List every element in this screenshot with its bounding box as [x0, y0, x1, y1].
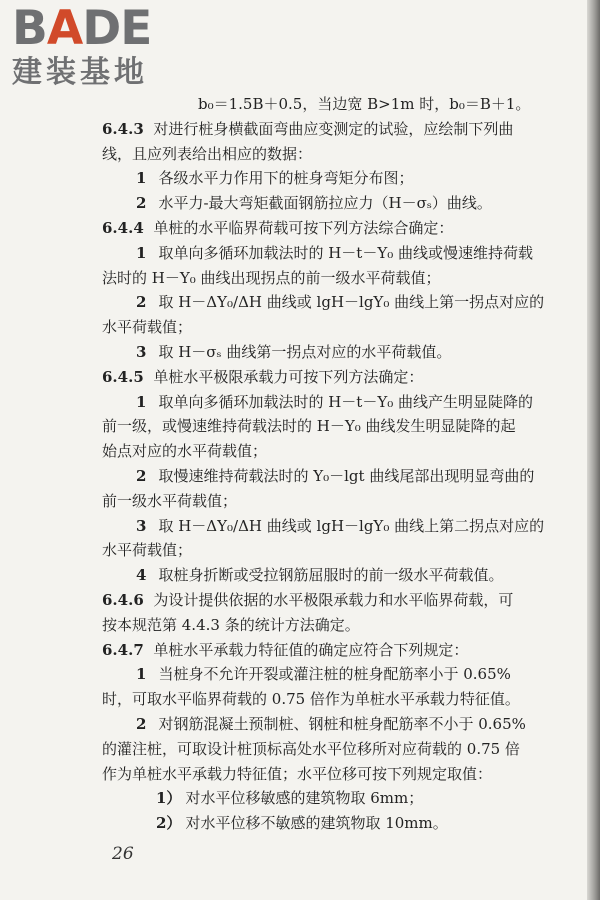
text-line: 水平荷载值；: [102, 541, 193, 560]
text-line: 按本规范第 4.4.3 条的统计方法确定。: [102, 615, 360, 634]
text-line: 线，且应列表给出相应的数据：: [102, 144, 313, 163]
clause-number: 6.4.6: [102, 590, 144, 609]
text-line: 作为单桩水平承载力特征值；水平位移可按下列规定取值：: [102, 764, 493, 783]
logo-wordmark: BADE: [12, 1, 152, 56]
page-edge-shadow: [587, 0, 600, 900]
logo-subtitle: 建装基地: [12, 55, 148, 90]
clause-number: 6.4.7: [102, 640, 144, 659]
text-line: 前一级，或慢速维持荷载法时的 H－Y₀ 曲线发生明显陡降的起: [102, 417, 516, 436]
list-item: 3 取 H－σₛ 曲线第一拐点对应的水平荷载值。: [136, 342, 452, 361]
clause-text: 对进行桩身横截面弯曲应变测定的试验，应绘制下列曲: [153, 119, 514, 138]
clause-6-4-4: [102, 216, 566, 241]
text-line: 法时的 H－Y₀ 曲线出现拐点的前一级水平荷载值；: [102, 268, 441, 287]
text-line: 水平荷载值；: [102, 318, 193, 337]
clause-6-4-6: [102, 588, 566, 613]
formula-line: b₀＝1.5B＋0.5，当边宽 B>1m 时，b₀＝B＋1。: [198, 95, 531, 113]
clause-text: 为设计提供依据的水平极限承载力和水平临界荷载，可: [153, 590, 514, 609]
bade-logo: [12, 1, 152, 90]
clause-text: 单桩水平承载力特征值的确定应符合下列规定：: [153, 640, 469, 659]
sub-list-item: 2） 对水平位移不敏感的建筑物取 10mm。: [156, 814, 448, 833]
list-item: 1 取单向多循环加载法时的 H－t－Y₀ 曲线产生明显陡降的: [136, 392, 534, 411]
list-item: 1 当桩身不允许开裂或灌注桩的桩身配筋率小于 0.65%: [136, 665, 511, 684]
clause-number: 6.4.4: [102, 218, 144, 237]
clause-6-4-7: [102, 638, 566, 663]
text-line: 前一级水平荷载值；: [102, 491, 238, 510]
text-line: 时，可取水平临界荷载的 0.75 倍作为单桩水平承载力特征值。: [102, 690, 520, 709]
list-item: 2 水平力-最大弯矩截面钢筋拉应力（H－σₛ）曲线。: [136, 194, 492, 213]
clause-6-4-3: [102, 117, 566, 142]
list-item: 2 取慢速维持荷载法时的 Y₀－lgt 曲线尾部出现明显弯曲的: [136, 466, 535, 485]
document-body: [102, 92, 566, 836]
clause-text: 单桩水平极限承载力可按下列方法确定：: [153, 367, 424, 386]
clause-number: 6.4.5: [102, 367, 144, 386]
list-item: 2 取 H－ΔY₀/ΔH 曲线或 lgH－lgY₀ 曲线上第一拐点对应的: [136, 293, 545, 312]
clause-number: 6.4.3: [102, 119, 144, 138]
list-item: 1 各级水平力作用下的桩身弯矩分布图；: [136, 169, 414, 188]
list-item: 1 取单向多循环加载法时的 H－t－Y₀ 曲线或慢速维持荷载: [136, 243, 534, 262]
list-item: 2 对钢筋混凝土预制桩、钢桩和桩身配筋率不小于 0.65%: [136, 714, 526, 733]
list-item: 4 取桩身折断或受拉钢筋屈服时的前一级水平荷载值。: [136, 566, 504, 585]
sub-list-item: 1） 对水平位移敏感的建筑物取 6mm；: [156, 789, 424, 808]
logo-accent-letter: A: [46, 1, 83, 56]
page-number: 26: [112, 844, 134, 864]
list-item: 3 取 H－ΔY₀/ΔH 曲线或 lgH－lgY₀ 曲线上第二拐点对应的: [136, 516, 545, 535]
text-line: 的灌注桩，可取设计桩顶标高处水平位移所对应荷载的 0.75 倍: [102, 739, 520, 758]
clause-6-4-5: [102, 365, 566, 390]
clause-text: 单桩的水平临界荷载可按下列方法综合确定：: [153, 218, 454, 237]
text-line: 始点对应的水平荷载值；: [102, 442, 268, 461]
